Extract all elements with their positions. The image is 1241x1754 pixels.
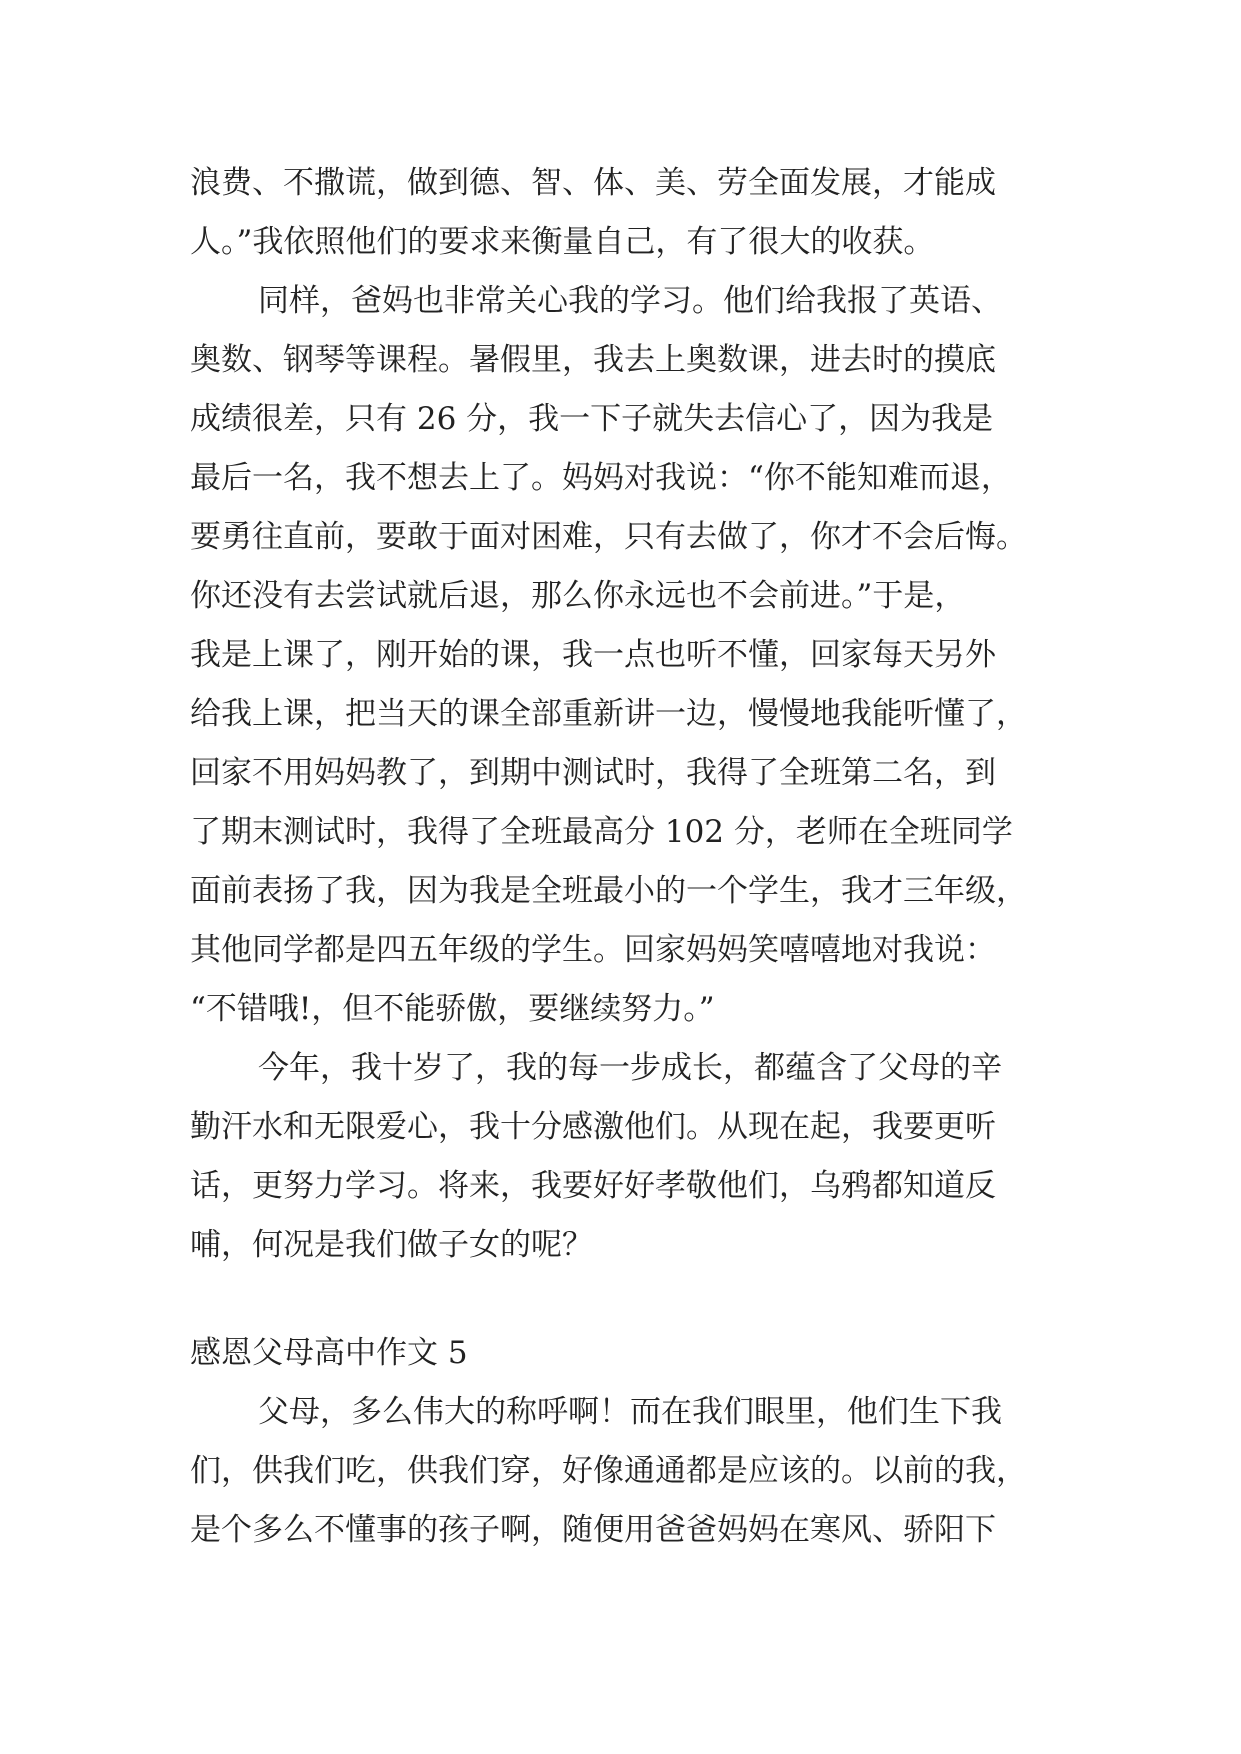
text-line: 面前表扬了我，因为我是全班最小的一个学生，我才三年级， [190, 873, 1027, 909]
text-line: 我是上课了，刚开始的课，我一点也听不懂，回家每天另外 [190, 637, 996, 673]
section-heading: 感恩父母高中作文 5 [190, 1335, 468, 1371]
text-line: 了期末测试时，我得了全班最高分 102 分，老师在全班同学 [190, 814, 1013, 850]
text-line: 浪费、不撒谎，做到德、智、体、美、劳全面发展，才能成 [190, 165, 996, 201]
text-line: 同样，爸妈也非常关心我的学习。他们给我报了英语、 [258, 283, 1002, 319]
text-line: 最后一名，我不想去上了。妈妈对我说：“你不能知难而退， [190, 460, 1012, 496]
section-gap [190, 1275, 1070, 1324]
text-line: 们，供我们吃，供我们穿，好像通通都是应该的。以前的我， [190, 1453, 1027, 1489]
text-line: 勤汗水和无限爱心，我十分感激他们。从现在起，我要更听 [190, 1109, 996, 1145]
text-line: 是个多么不懂事的孩子啊，随便用爸爸妈妈在寒风、骄阳下 [190, 1512, 996, 1548]
text-line: 要勇往直前，要敢于面对困难，只有去做了，你才不会后悔。 [190, 519, 1027, 555]
text-line: 哺，何况是我们做子女的呢？ [190, 1227, 593, 1263]
text-line: 父母，多么伟大的称呼啊！而在我们眼里，他们生下我 [258, 1394, 1002, 1430]
text-line: 奥数、钢琴等课程。暑假里，我去上奥数课，进去时的摸底 [190, 342, 996, 378]
text-line: 成绩很差，只有 26 分，我一下子就失去信心了，因为我是 [190, 401, 994, 437]
text-line: 今年，我十岁了，我的每一步成长，都蕴含了父母的辛 [258, 1050, 1002, 1086]
text-line: “不错哦!，但不能骄傲，要继续努力。” [190, 991, 715, 1027]
text-line: 其他同学都是四五年级的学生。回家妈妈笑嘻嘻地对我说： [190, 932, 996, 968]
text-line: 回家不用妈妈教了，到期中测试时，我得了全班第二名，到 [190, 755, 996, 791]
text-line: 给我上课，把当天的课全部重新讲一边，慢慢地我能听懂了， [190, 696, 1027, 732]
text-line: 话，更努力学习。将来，我要好好孝敬他们，乌鸦都知道反 [190, 1168, 996, 1204]
text-line: 人。”我依照他们的要求来衡量自己，有了很大的收获。 [190, 224, 935, 260]
text-line: 你还没有去尝试就后退，那么你永远也不会前进。”于是， [190, 578, 966, 614]
essay-text [190, 154, 1070, 1560]
